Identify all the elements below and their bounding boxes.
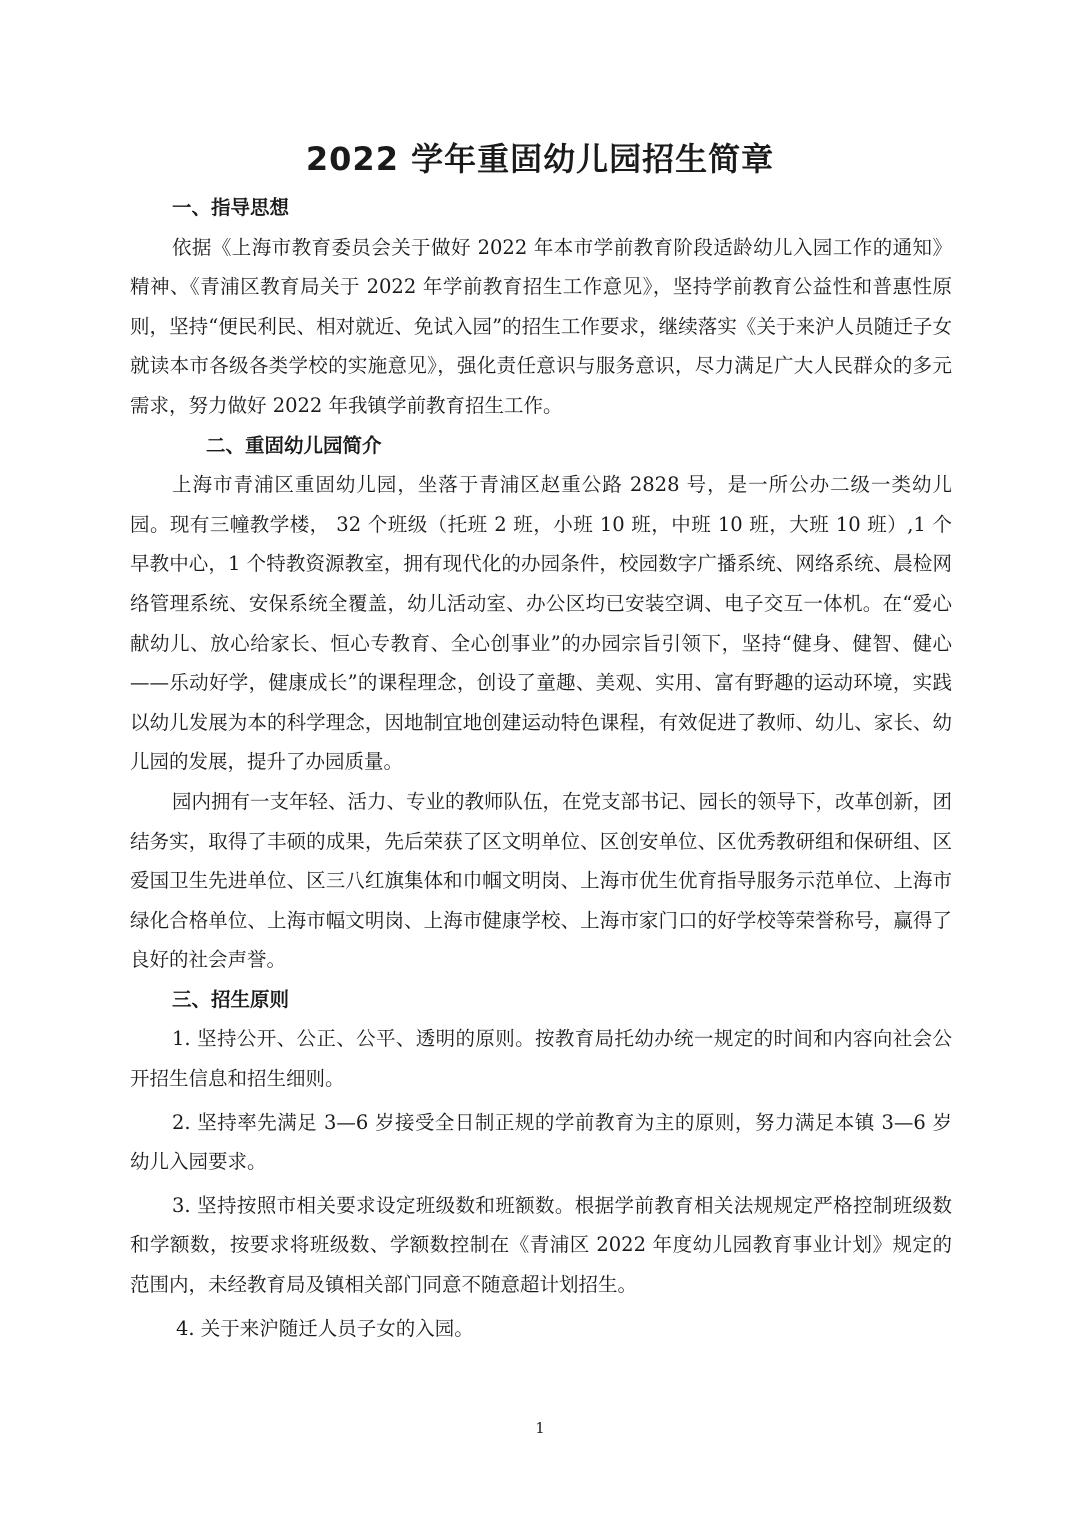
section-heading-guiding-ideology: 一、指导思想 bbox=[172, 196, 290, 219]
principle-item-3: 3. 坚持按照市相关要求设定班级数和班额数。根据学前教育相关法规规定严格控制班级数和学额数，按要求将班级数、学额数控制在《青浦区 2022 年度幼儿园教育事业计划》规定的范围内，未经教育局及镇相关部门同意不随意超计划招生。 bbox=[130, 1193, 952, 1297]
section-heading-kindergarten-intro: 二、重固幼儿园简介 bbox=[206, 433, 382, 457]
page-number: 1 bbox=[535, 1419, 545, 1437]
principle-item-1: 1. 坚持公开、公正、公平、透明的原则。按教育局托幼办统一规定的时间和内容向社会公开招生信息和招生细则。 bbox=[130, 1027, 952, 1091]
principle-item-2: 2. 坚持率先满足 3—6 岁接受全日制正规的学前教育为主的原则，努力满足本镇 3—6 岁幼儿入园要求。 bbox=[130, 1110, 952, 1174]
paragraph-guiding-ideology: 依据《上海市教育委员会关于做好 2022 年本市学前教育阶段适龄幼儿入园工作的通知》精神、《青浦区教育局关于 2022 年学前教育招生工作意见》，坚持学前教育公益性和普惠性原则，坚持“便民利民、相对就近、免试入园”的招生工作要求，继续落实《关于来沪人员随迁子女就读本市各级各类学校的实施意见》，强化责任意识与服务意识，尽力满足广大人民群众的多元需求，努力做好 2022 年我镇学前教育招生工作。 bbox=[130, 235, 952, 417]
document-body bbox=[130, 188, 952, 1348]
paragraph-kindergarten-intro: 上海市青浦区重固幼儿园，坐落于青浦区赵重公路 2828 号，是一所公办二级一类幼儿园。现有三幢教学楼， 32 个班级（托班 2 班，小班 10 班，中班 10 班，大班 10 班）,1 个早教中心，1 个特教资源教室，拥有现代化的办园条件，校园数字广播系统、网络系统、晨检网络管理系统、安保系统全覆盖，幼儿活动室、办公区均已安装空调、电子交互一体机。在“爱心献幼儿、放心给家长、恒心专教育、全心创事业”的办园宗旨引领下，坚持“健身、健智、健心——乐动好学，健康成长”的课程理念，创设了童趣、美观、实用、富有野趣的运动环境，实践以幼儿发展为本的科学理念，因地制宜地创建运动特色课程，有效促进了教师、幼儿、家长、幼儿园的发展，提升了办园质量。 bbox=[130, 473, 952, 774]
principle-item-4: 4. 关于来沪随迁人员子女的入园。 bbox=[176, 1316, 474, 1340]
document-title: 2022 学年重固幼儿园招生简章 bbox=[305, 140, 775, 178]
paragraph-teaching-team: 园内拥有一支年轻、活力、专业的教师队伍，在党支部书记、园长的领导下，改革创新，团结务实，取得了丰硕的成果，先后荣获了区文明单位、区创安单位、区优秀教研组和保研组、区爱国卫生先进单位、区三八红旗集体和巾帼文明岗、上海市优生优育指导服务示范单位、上海市绿化合格单位、上海市幅文明岗、上海市健康学校、上海市家门口的好学校等荣誉称号，赢得了良好的社会声誉。 bbox=[130, 789, 953, 972]
section-heading-enrollment-principles: 三、招生原则 bbox=[172, 987, 290, 1011]
